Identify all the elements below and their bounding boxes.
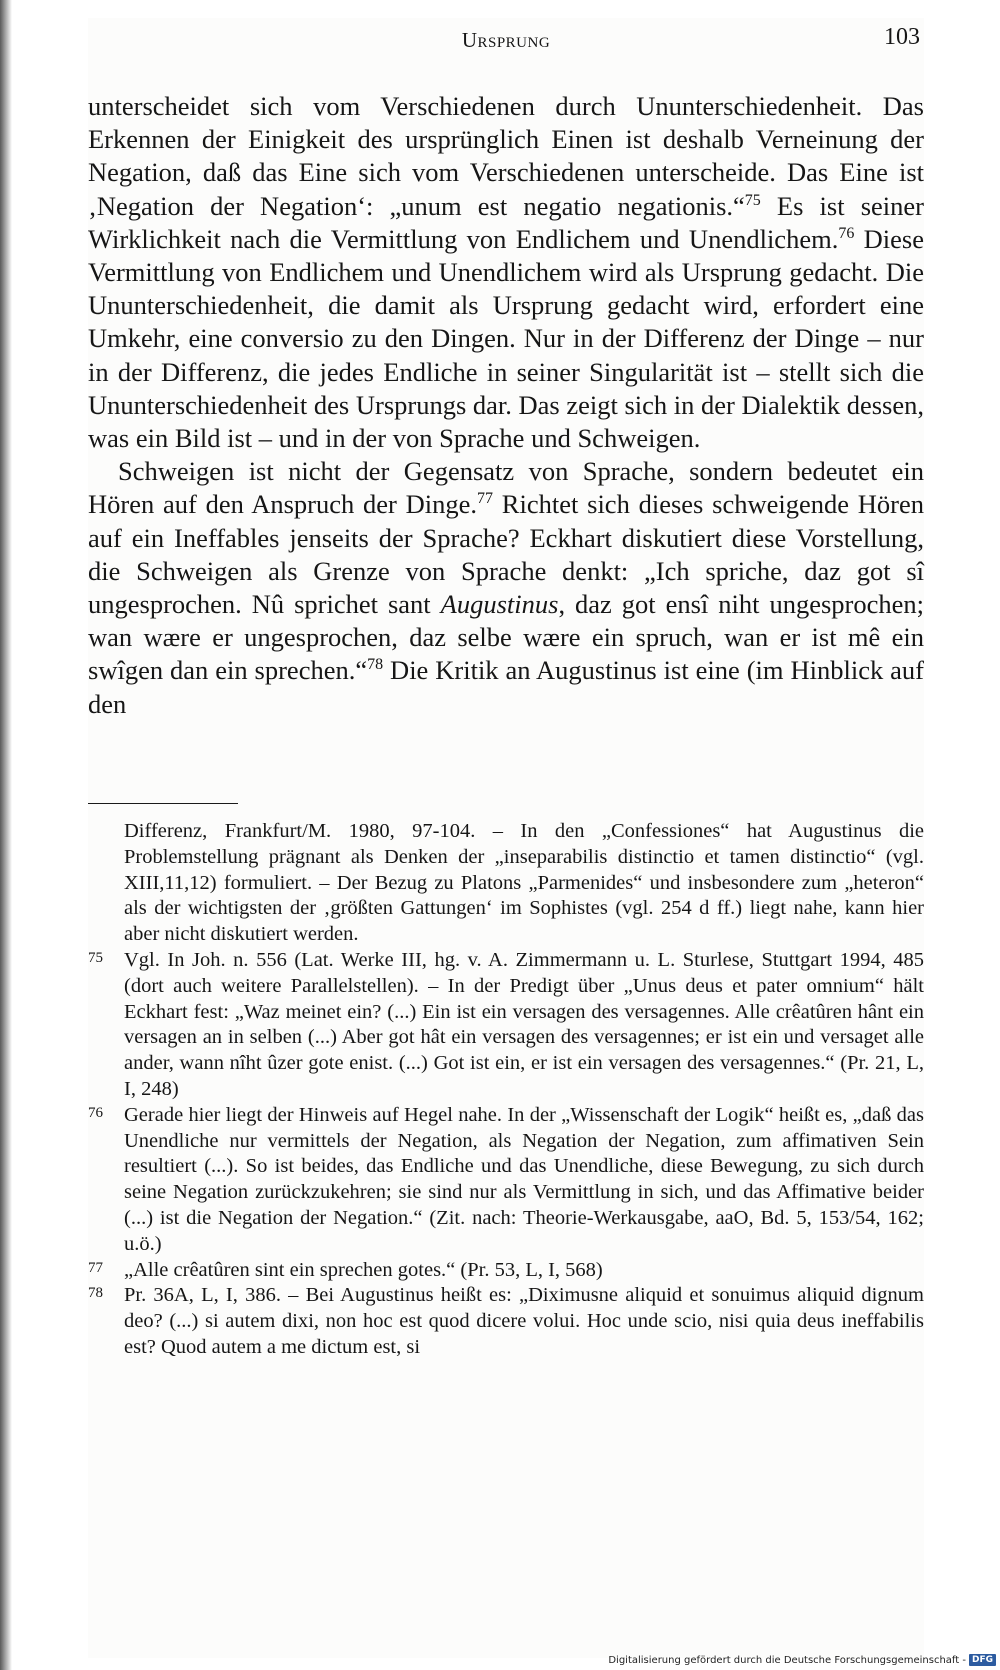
paragraph-2	[88, 455, 924, 721]
running-head	[88, 24, 924, 58]
footnote-reference: 77	[477, 490, 494, 508]
footnote-text: Vgl. In Joh. n. 556 (Lat. Werke III, hg. v. A. Zimmermann u. L. Sturlese, Stuttgart 1994, 485 (dort auch weitere Parallelstellen). – In der Predigt über „Unus deus et pater omnium“ hält Eckhart fest: „Waz meinet ein? (...) Ein ist ein versagen des versagennes. Alle crêatûren hânt ein versagen an in selben (...) Aber got hât ein versagen des versagennes; er ist ein und versaget alle ander, wann nîht ûzer gote enist. (...) Got ist ein, er ist ein versagen des versagennes.“ (Pr. 21, L, I, 248)	[124, 948, 924, 1100]
scan-binding-shadow	[0, 0, 12, 1670]
body-text	[88, 90, 924, 721]
footnote-number: 78	[88, 1285, 103, 1302]
footnote-text: „Alle crêatûren sint ein sprechen gotes.“ (Pr. 53, L, I, 568)	[124, 1258, 603, 1281]
text-run: Diese Vermittlung von Endlichem und Unendlichem wird als Ursprung gedacht. Die Ununterschiedenheit, die damit als Ursprung gedacht wird, erfordert eine Umkehr, eine conversio zu den Dingen. Nur in der Differenz der Dinge – nur in der Differenz, die jedes Endliche in seiner Singularität ist – stellt sich die Ununterschiedenheit des Ursprungs dar. Das zeigt sich in der Dialektik dessen, was ein Bild ist – und in der von Sprache und Schweigen.	[88, 223, 925, 454]
credit-text: Digitalisierung gefördert durch die Deutsche Forschungsgemeinschaft -	[608, 1654, 966, 1666]
text-run: Die Kritik an Augustinus ist eine (im Hinblick auf den	[88, 655, 924, 719]
footnote-78	[88, 1283, 924, 1360]
footnote-text: Gerade hier liegt der Hinweis auf Hegel nahe. In der „Wissenschaft der Logik“ heißt es, „daß das Unendliche nur vermittels der Negation, als Negation der Negation, zum affimativen Sein resultiert (...). So ist beides, das Endliche und das Unendliche, diese Bewegung, zu sich durch seine Negation zurückzukehren; sie sind nur als Vermittlung in sich, und das Affimative beider (...) ist die Negation der Negation.“ (Zit. nach: Theorie-Werkausgabe, aaO, Bd. 5, 153/54, 162; u.ö.)	[124, 1103, 924, 1255]
footnotes	[88, 819, 924, 1361]
footnote-text: Differenz, Frankfurt/M. 1980, 97-104. – In den „Confessiones“ hat Augustinus die Problemstellung prägnant als Denken der „inseparabilis distinctio et tamen distinctio“ (vgl. XIII,11,12) formuliert. – Der Bezug zu Platons „Parmenides“ und insbesondere zum „heteron“ als der wichtigsten der ‚größten Gattungen‘ im Sophistes (vgl. 254 d ff.) liegt nahe, kann hier aber nicht diskutiert werden.	[124, 820, 924, 946]
dfg-logo: DFG	[969, 1654, 996, 1666]
text-run: Richtet sich dieses schweigende Hören auf ein Ineffables jenseits der Sprache? Eckhart diskutiert diese Vorstellung, die Schweigen als Grenze von Sprache denkt: „Ich spriche, daz got sî ungesprochen. Nû sprichet sant	[88, 489, 925, 620]
italic-text: Augustinus	[440, 589, 559, 620]
footnote-separator	[88, 803, 238, 804]
digitization-credit	[608, 1654, 996, 1666]
text-run: unterscheidet sich vom Verschiedenen durch Ununterschiedenheit. Das Erkennen der Einigkeit des ursprünglich Einen ist deshalb Verneinung der Negation, daß das Eine sich vom Verschiedenen unterscheide. Das Eine ist ‚Negation der Negation‘: „unum est negatio negationis.“	[88, 91, 924, 221]
footnote-77	[88, 1258, 924, 1284]
footnote-reference: 78	[367, 656, 384, 674]
footnote-continued	[88, 819, 924, 948]
footnote-number: 76	[88, 1104, 103, 1121]
footnote-number: 77	[88, 1259, 103, 1276]
text-run: Es ist seiner Wirklichkeit nach die Vermittlung von Endlichem und Unendlichem.	[88, 190, 925, 254]
text-run: Schweigen ist nicht der Gegensatz von Sprache, sondern bedeutet ein Hören auf den Anspruch der Dinge.	[88, 456, 924, 520]
footnote-reference: 76	[838, 224, 855, 242]
running-head-title: Ursprung	[461, 28, 551, 52]
footnote-text: Pr. 36A, L, I, 386. – Bei Augustinus heißt es: „Diximusne aliquid et sonuimus aliquid dignum deo? (...) si autem dixi, non hoc est quod dicere volui. Hoc unde scio, nisi quia deus ineffabilis est? Quod autem a me dictum est, si	[124, 1284, 924, 1358]
footnote-76	[88, 1103, 924, 1258]
text-run: , daz got ensî niht ungesprochen; wan wære er ungesprochen, daz selbe wære ein spruch, wan er ist mê ein swîgen dan ein sprechen.“	[88, 589, 924, 686]
paragraph-1	[88, 90, 924, 455]
footnote-75	[88, 948, 924, 1103]
footnote-number: 75	[88, 949, 103, 966]
footnote-reference: 75	[744, 191, 761, 209]
page-number: 103	[884, 24, 920, 50]
